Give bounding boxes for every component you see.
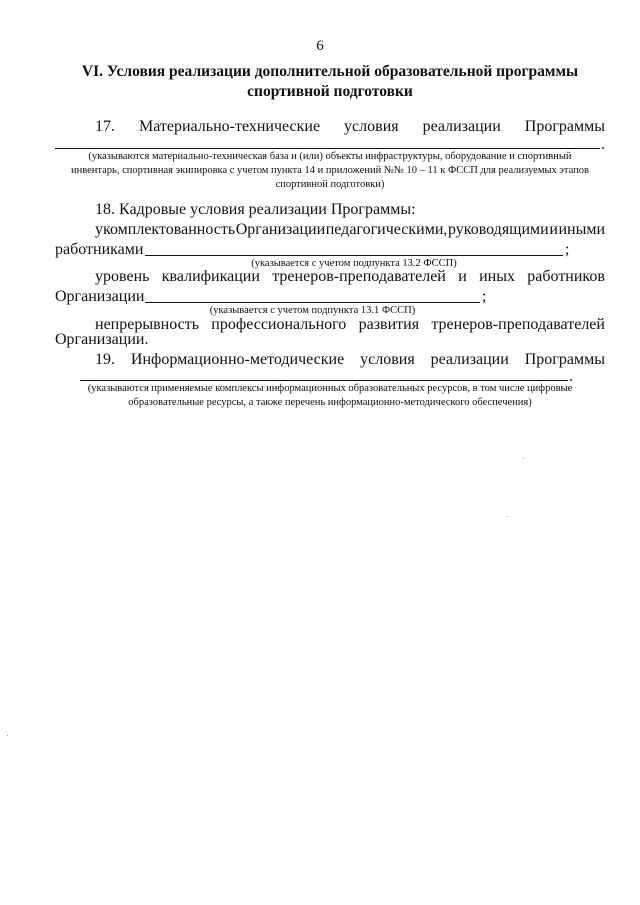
qualification-end-mark: ; xyxy=(482,288,487,305)
page-number: 6 xyxy=(316,38,324,54)
item-18-continuity-cont: Организации. xyxy=(55,331,149,348)
item-17-heading xyxy=(95,117,605,137)
item-17-note-line-2: инвентарь, спортивная экипировка с учетом пункта 14 и приложений №№ 10 – 11 к ФССП для реализуемых этапов xyxy=(71,165,589,176)
staffing-word: иными xyxy=(558,221,605,238)
item-18-qualification-line xyxy=(95,267,605,287)
item-17-end-mark: . xyxy=(601,136,605,153)
item-19-end-mark: . xyxy=(569,368,573,385)
section-title-line-1: VI. Условия реализации дополнительной образовательной программы xyxy=(81,63,579,80)
scan-speck xyxy=(523,458,524,459)
item-19-note-line-2: образовательные ресурсы, а также перечень информационно-методического обеспечения) xyxy=(128,397,532,408)
item-17-note xyxy=(60,150,600,192)
staffing-word: и xyxy=(549,221,558,238)
item-17-word: реализации xyxy=(422,118,501,135)
qualification-blank-line xyxy=(145,302,480,303)
item-17-word: 17. xyxy=(95,118,115,135)
continuity-word: непрерывность xyxy=(95,316,199,333)
scan-speck xyxy=(7,735,8,736)
item-18-continuity-line xyxy=(95,315,605,335)
item-19-word: Информационно-методические xyxy=(130,351,345,368)
item-17-blank-line xyxy=(55,148,600,149)
qualification-word: работников xyxy=(527,268,605,285)
item-18-heading: 18. Кадровые условия реализации Программы: xyxy=(95,201,416,218)
qualification-note: (указывается с учетом подпункта 13.1 ФССП) xyxy=(209,305,416,316)
item-18-qualification-cont: Организации xyxy=(55,288,145,305)
item-19-note-line-1: (указываются применяемые комплексы информационных образовательных ресурсов, в том числе цифровые xyxy=(87,383,573,394)
item-19-heading xyxy=(95,350,605,370)
item-19-word: 19. xyxy=(95,351,115,368)
qualification-word: и xyxy=(458,268,467,285)
item-18-staffing-line xyxy=(95,220,605,240)
item-17-word: Материально-технические xyxy=(138,118,321,135)
item-17-word: условия xyxy=(344,118,399,135)
scan-speck xyxy=(507,516,508,517)
qualification-word: квалификации xyxy=(161,268,260,285)
continuity-word: тренеров-преподавателей xyxy=(431,316,605,333)
staffing-note: (указывается с учетом подпункта 13.2 ФССП) xyxy=(251,258,457,269)
staffing-blank-line xyxy=(145,255,563,256)
item-19-note xyxy=(60,382,600,410)
staffing-word: укомплектованность xyxy=(95,221,236,238)
qualification-word: тренеров-преподавателей xyxy=(272,268,446,285)
item-19-word: условия xyxy=(360,351,415,368)
staffing-word: Организации xyxy=(235,221,326,238)
section-title xyxy=(70,62,590,102)
qualification-word: уровень xyxy=(95,268,150,285)
staffing-end-mark: ; xyxy=(565,241,570,258)
continuity-word: развития xyxy=(358,316,420,333)
staffing-word: руководящими xyxy=(447,221,549,238)
item-17-note-line-1: (указываются материально-техническая база и (или) объекты инфраструктуры, оборудование и спортивный xyxy=(88,151,572,162)
section-title-line-2: спортивной подготовки xyxy=(247,83,413,100)
qualification-word: иных xyxy=(479,268,515,285)
item-19-word: реализации xyxy=(430,351,509,368)
item-19-word: Программы xyxy=(524,351,605,368)
item-17-word: Программы xyxy=(524,118,605,135)
item-17-note-line-3: спортивной подготовки) xyxy=(275,179,385,190)
item-19-blank-line xyxy=(80,380,568,381)
staffing-word: педагогическими, xyxy=(325,221,448,238)
item-18-staffing-cont: работниками xyxy=(55,241,144,258)
continuity-word: профессионального xyxy=(211,316,347,333)
